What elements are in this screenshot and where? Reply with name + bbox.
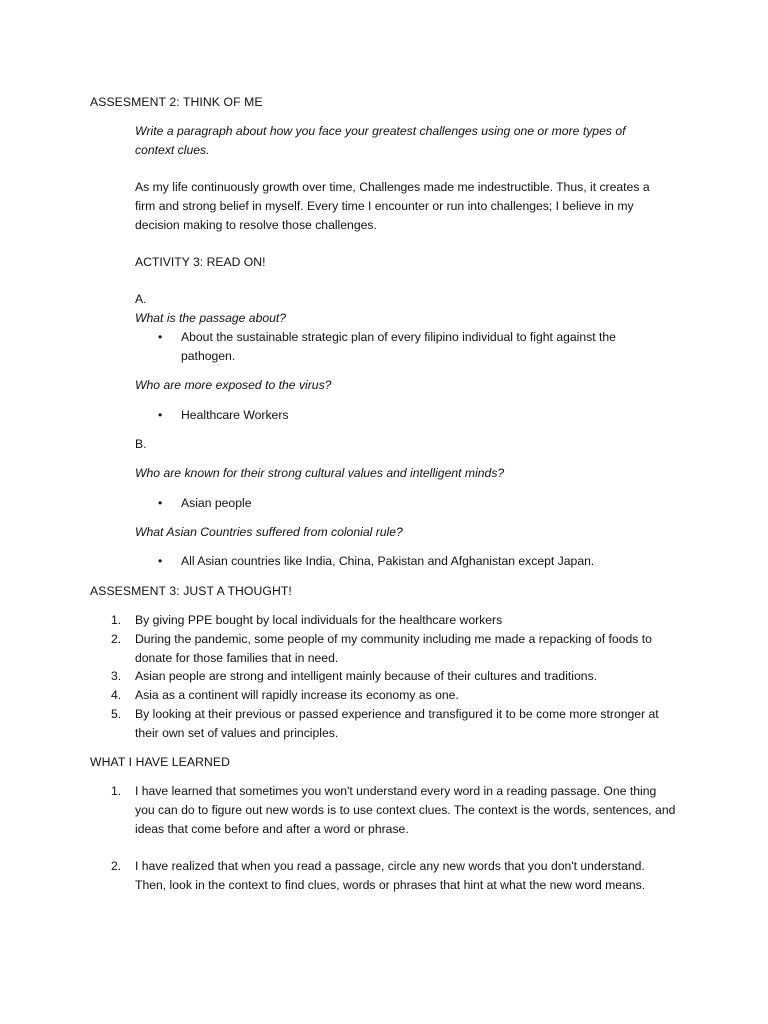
answer-text: Healthcare Workers <box>181 408 289 422</box>
item-text: By giving PPE bought by local individuals for the healthcare workers <box>135 613 503 627</box>
section-a-answer-2 <box>158 406 658 425</box>
section-a-question-1: What is the passage about? <box>135 311 287 325</box>
item-number: 5. <box>111 707 122 721</box>
item-number: 2. <box>111 859 122 873</box>
section-b-answer-1 <box>158 494 658 513</box>
section-a-answer-1 <box>158 328 648 366</box>
learned-item-2 <box>111 857 676 895</box>
item-number: 1. <box>111 613 122 627</box>
answer-text: About the sustainable strategic plan of every filipino individual to fight against the pathogen. <box>181 330 616 363</box>
bullet-icon: • <box>158 496 163 510</box>
assessment-3-item-2 <box>111 630 671 668</box>
assessment-2-prompt: Write a paragraph about how you face your greatest challenges using one or more types of context clues. <box>135 124 626 157</box>
item-text: During the pandemic, some people of my community including me made a repacking of foods to donate for those families that in need. <box>135 632 652 665</box>
assessment-3-item-3 <box>111 667 681 686</box>
bullet-icon: • <box>158 408 163 422</box>
item-text: I have realized that when you read a passage, circle any new words that you don't understand. Then, look in the context to find clues, words or phrases that hint at what the new word means. <box>135 859 646 892</box>
item-text: By looking at their previous or passed experience and transfigured it to be come more stronger at their own set of values and principles. <box>135 707 659 740</box>
bullet-icon: • <box>158 330 163 344</box>
activity-3-heading: ACTIVITY 3: READ ON! <box>135 255 266 269</box>
section-b-label: B. <box>135 437 147 451</box>
item-text: Asia as a continent will rapidly increase its economy as one. <box>135 688 459 702</box>
section-a-label: A. <box>135 292 147 306</box>
assessment-3-item-1 <box>111 611 681 630</box>
learned-item-1 <box>111 782 676 839</box>
section-b-question-1: Who are known for their strong cultural values and intelligent minds? <box>135 466 505 480</box>
learned-heading: WHAT I HAVE LEARNED <box>90 755 231 769</box>
assessment-3-item-4 <box>111 686 681 705</box>
item-text: I have learned that sometimes you won't understand every word in a reading passage. One thing you can do to figure out new words is to use context clues. The context is the words, sentences, and ideas that come before and after a word or phrase. <box>135 784 676 836</box>
section-b-question-2: What Asian Countries suffered from colonial rule? <box>135 525 403 539</box>
bullet-icon: • <box>158 554 163 568</box>
item-number: 4. <box>111 688 122 702</box>
section-a-question-2: Who are more exposed to the virus? <box>135 378 332 392</box>
item-number: 1. <box>111 784 122 798</box>
item-text: Asian people are strong and intelligent mainly because of their cultures and traditions. <box>135 669 598 683</box>
assessment-2-heading: ASSESMENT 2: THINK OF ME <box>90 95 263 109</box>
assessment-2-answer: As my life continuously growth over time, Challenges made me indestructible. Thus, it creates a firm and strong belief in myself. Every time I encounter or run into challenges; I believe in my decision making to resolve those challenges. <box>135 180 650 232</box>
item-number: 3. <box>111 669 122 683</box>
assessment-3-item-5 <box>111 705 671 743</box>
item-number: 2. <box>111 632 122 646</box>
section-b-answer-2 <box>158 552 678 571</box>
assessment-3-heading: ASSESMENT 3: JUST A THOUGHT! <box>90 584 292 598</box>
answer-text: Asian people <box>181 496 252 510</box>
answer-text: All Asian countries like India, China, Pakistan and Afghanistan except Japan. <box>181 554 595 568</box>
